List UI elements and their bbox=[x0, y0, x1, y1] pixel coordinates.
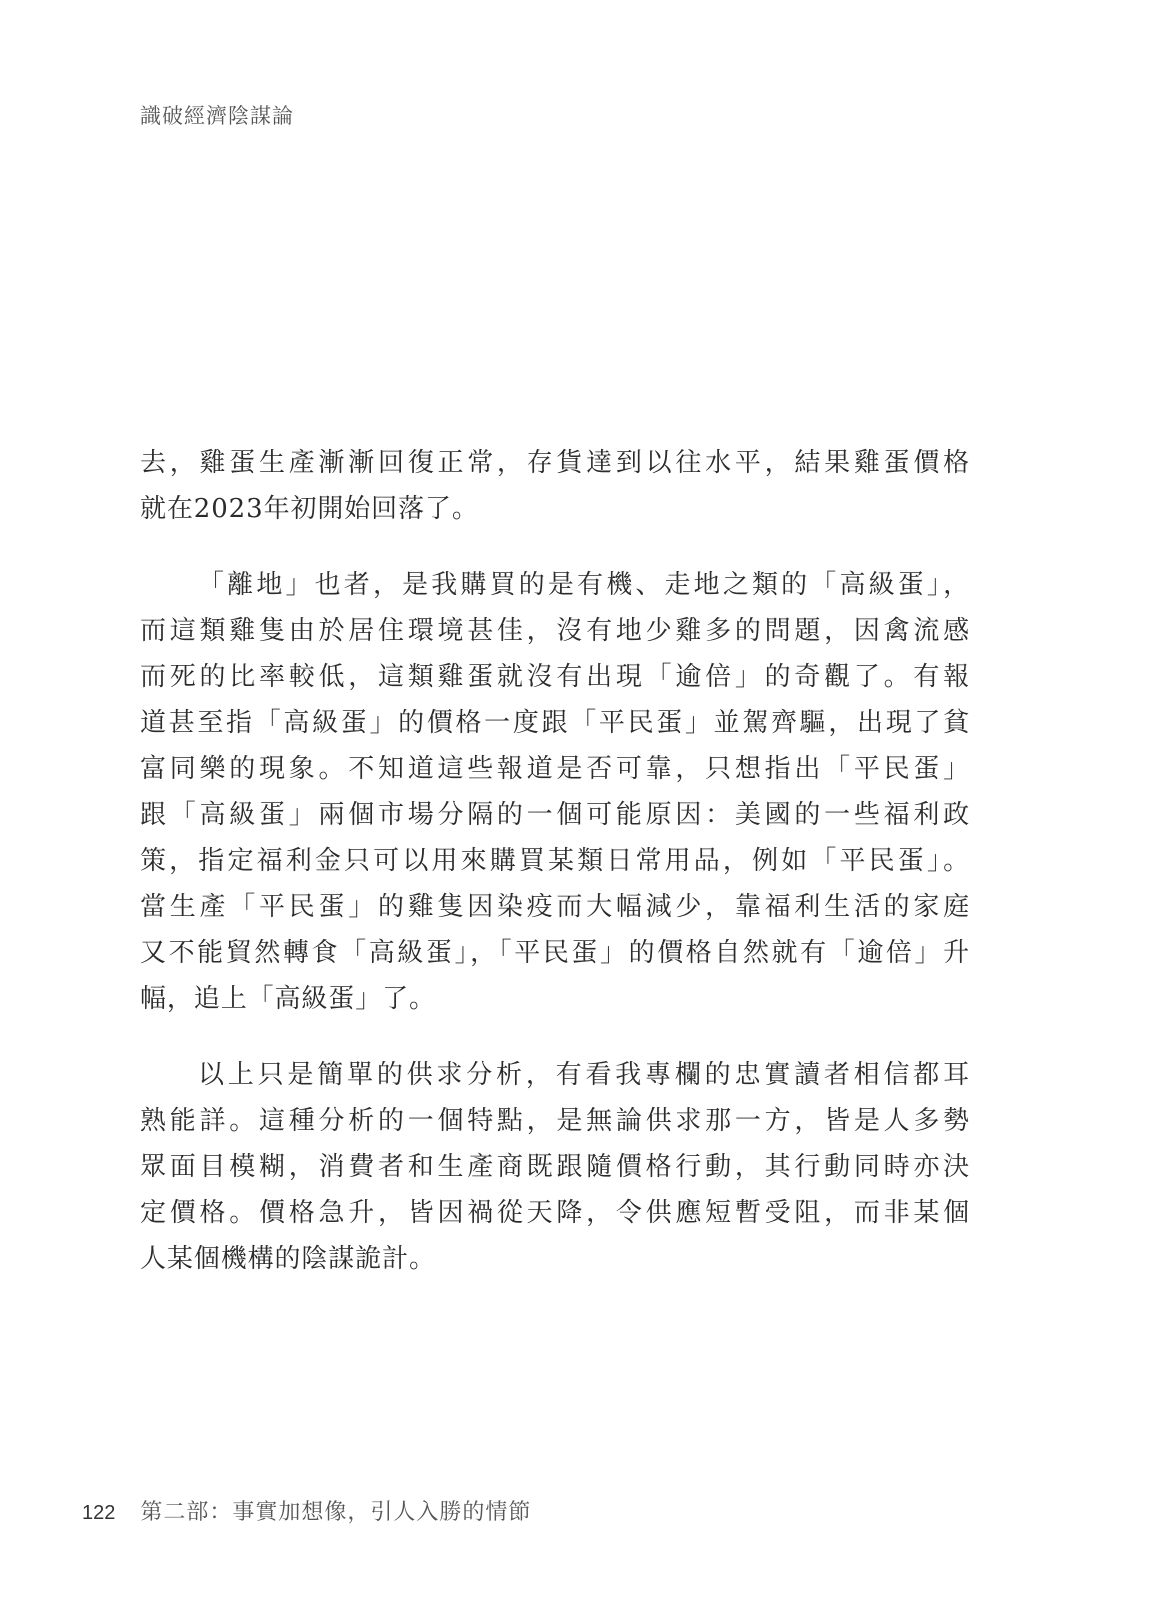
page-number: 122 bbox=[82, 1502, 116, 1524]
paragraph bbox=[140, 1052, 970, 1282]
text-line: 而死的比率較低，這類雞蛋就沒有出現「逾倍」的奇觀了。有報 bbox=[140, 662, 970, 692]
text-line: 又不能貿然轉食「高級蛋」，「平民蛋」的價格自然就有「逾倍」升 bbox=[140, 938, 970, 968]
text-line: 「離地」也者，是我購買的是有機、走地之類的「高級蛋」， bbox=[198, 570, 970, 600]
text-line: 道甚至指「高級蛋」的價格一度跟「平民蛋」並駕齊驅，出現了貧 bbox=[140, 708, 970, 738]
paragraph bbox=[140, 562, 970, 1022]
text-line: 幅，追上「高級蛋」了。 bbox=[140, 984, 436, 1014]
text-line: 而這類雞隻由於居住環境甚佳，沒有地少雞多的問題，因禽流感 bbox=[140, 616, 970, 646]
section-title: 第二部：事實加想像，引人入勝的情節 bbox=[140, 1500, 532, 1525]
text-line: 富同樂的現象。不知道這些報道是否可靠，只想指出「平民蛋」 bbox=[140, 754, 970, 784]
paragraph bbox=[140, 440, 970, 532]
page-footer bbox=[82, 1495, 531, 1526]
running-head: 識破經濟陰謀論 bbox=[140, 104, 294, 128]
body-text bbox=[140, 440, 970, 1312]
text-line: 人某個機構的陰謀詭計。 bbox=[140, 1244, 436, 1274]
text-line: 眾面目模糊，消費者和生產商既跟隨價格行動，其行動同時亦決 bbox=[140, 1152, 970, 1182]
text-line: 跟「高級蛋」兩個市場分隔的一個可能原因：美國的一些福利政 bbox=[140, 800, 970, 830]
text-line: 就在2023年初開始回落了。 bbox=[140, 494, 479, 524]
text-line: 當生產「平民蛋」的雞隻因染疫而大幅減少，靠福利生活的家庭 bbox=[140, 892, 970, 922]
text-line: 策，指定福利金只可以用來購買某類日常用品，例如「平民蛋」。 bbox=[140, 846, 970, 876]
text-line: 去，雞蛋生產漸漸回復正常，存貨達到以往水平，結果雞蛋價格 bbox=[140, 448, 970, 478]
text-line: 以上只是簡單的供求分析，有看我專欄的忠實讀者相信都耳 bbox=[198, 1060, 970, 1090]
text-line: 熟能詳。這種分析的一個特點，是無論供求那一方，皆是人多勢 bbox=[140, 1106, 970, 1136]
text-line: 定價格。價格急升，皆因禍從天降，令供應短暫受阻，而非某個 bbox=[140, 1198, 970, 1228]
